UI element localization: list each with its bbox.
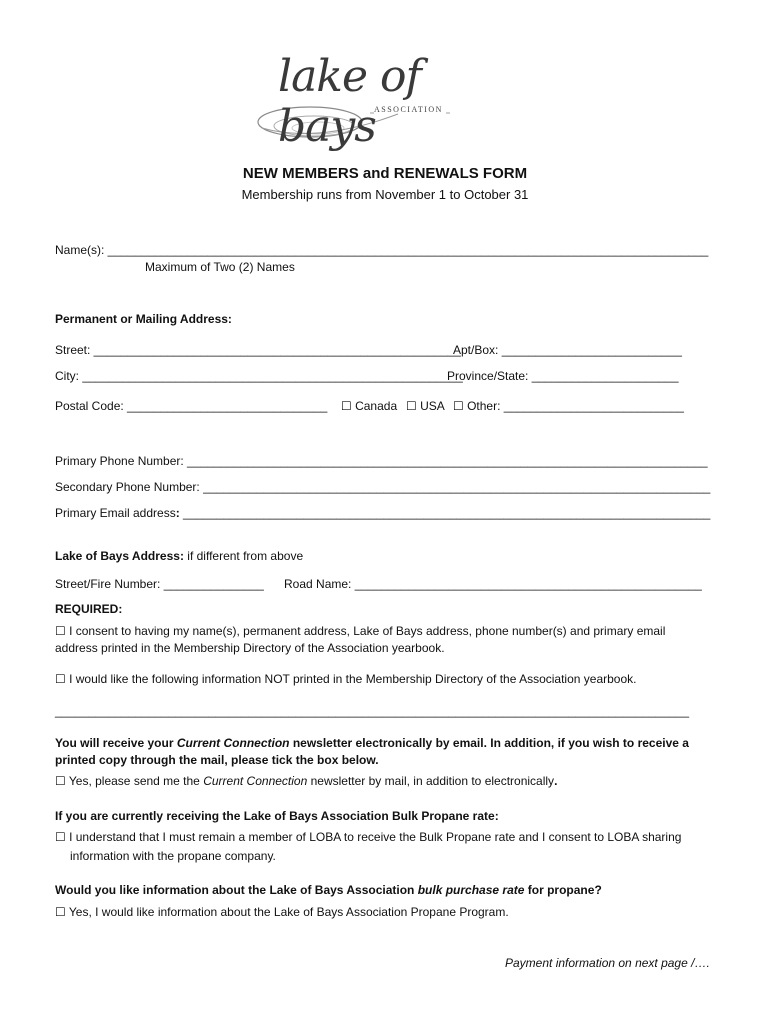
not-printed-checkbox[interactable]: ☐ I would like the following information NOT printed in the Membership Directory of the Association yearbook. [55, 672, 637, 686]
not-printed-details-line[interactable]: _______________________________________________________________________________________________ [55, 704, 690, 718]
province-state-field[interactable]: Province/State: ______________________ [447, 369, 679, 383]
propane-understand-continued: information with the propane company. [70, 849, 276, 863]
newsletter-title: Current Connection [176, 736, 290, 750]
propane-q-c: for propane? [524, 883, 602, 897]
postal-code-field[interactable]: Postal Code: ______________________________ [55, 399, 328, 413]
newsletter-notice-continued: printed copy through the mail, please tick the box below. [55, 753, 379, 767]
newsletter-text-a: You will receive your [55, 736, 177, 750]
names-field[interactable]: Name(s): __________________________________________________________________________________________ [55, 243, 709, 257]
newsletter-text-c: newsletter electronically by email. In addition, if you wish to receive a [289, 736, 689, 750]
apt-box-field[interactable]: Apt/Box: ___________________________ [453, 343, 682, 357]
logo-subtitle: ASSOCIATION [374, 105, 443, 114]
secondary-phone-field[interactable]: Secondary Phone Number: ____________________________________________________________________________ [55, 480, 711, 494]
country-other-field[interactable]: ☐ Other: ___________________________ [453, 399, 684, 413]
logo-wordmark: lake of bays [278, 51, 421, 152]
association-logo [248, 36, 478, 152]
email-label: Primary Email address [55, 506, 176, 520]
primary-phone-field[interactable]: Primary Phone Number: ______________________________________________________________________________ [55, 454, 708, 468]
street-fire-number-field[interactable]: Street/Fire Number: _______________ [55, 577, 264, 591]
next-page-note: Payment information on next page /…. [505, 956, 710, 970]
newsletter-option-title: Current Connection [203, 774, 308, 788]
propane-info-checkbox[interactable]: ☐ Yes, I would like information about the Lake of Bays Association Propane Program. [55, 905, 509, 919]
form-title: NEW MEMBERS and RENEWALS FORM [242, 165, 528, 182]
newsletter-option-a: ☐ Yes, please send me the [55, 774, 204, 788]
consent-text-continued: address printed in the Membership Directory of the Association yearbook. [55, 641, 445, 655]
primary-email-field[interactable] [55, 505, 710, 521]
email-colon: : [175, 506, 180, 520]
names-note: Maximum of Two (2) Names [145, 260, 295, 274]
lake-address-note: if different from above [183, 549, 304, 563]
country-canada-checkbox[interactable]: ☐ Canada [341, 399, 398, 413]
lake-address-label: Lake of Bays Address: [55, 549, 184, 563]
consent-checkbox[interactable]: ☐ I consent to having my name(s), permanent address, Lake of Bays address, phone number(s) and primary email [55, 624, 666, 638]
mailing-address-heading: Permanent or Mailing Address: [55, 312, 232, 326]
propane-q-a: Would you like information about the Lake of Bays Association [55, 883, 418, 897]
newsletter-option-period: . [554, 774, 558, 788]
email-line[interactable]: _______________________________________________________________________________ [179, 506, 711, 520]
propane-q-b: bulk purchase rate [417, 883, 525, 897]
propane-rate-heading: If you are currently receiving the Lake of Bays Association Bulk Propane rate: [55, 809, 499, 823]
newsletter-notice [55, 735, 689, 751]
newsletter-option-c: newsletter by mail, in addition to electronically [307, 774, 555, 788]
lake-address-heading [55, 548, 303, 564]
country-usa-checkbox[interactable]: ☐ USA [406, 399, 445, 413]
newsletter-mail-checkbox[interactable] [55, 773, 557, 789]
city-field[interactable]: City: _________________________________________________________ [55, 369, 463, 383]
required-heading: REQUIRED: [55, 602, 123, 616]
propane-info-question [55, 882, 602, 898]
road-name-field[interactable]: Road Name: ____________________________________________________ [284, 577, 702, 591]
form-subtitle: Membership runs from November 1 to October 31 [241, 187, 529, 202]
propane-understand-checkbox[interactable]: ☐ I understand that I must remain a member of LOBA to receive the Bulk Propane rate and I consent to LOBA sharing [55, 830, 682, 844]
street-field[interactable]: Street: _______________________________________________________ [55, 343, 461, 357]
